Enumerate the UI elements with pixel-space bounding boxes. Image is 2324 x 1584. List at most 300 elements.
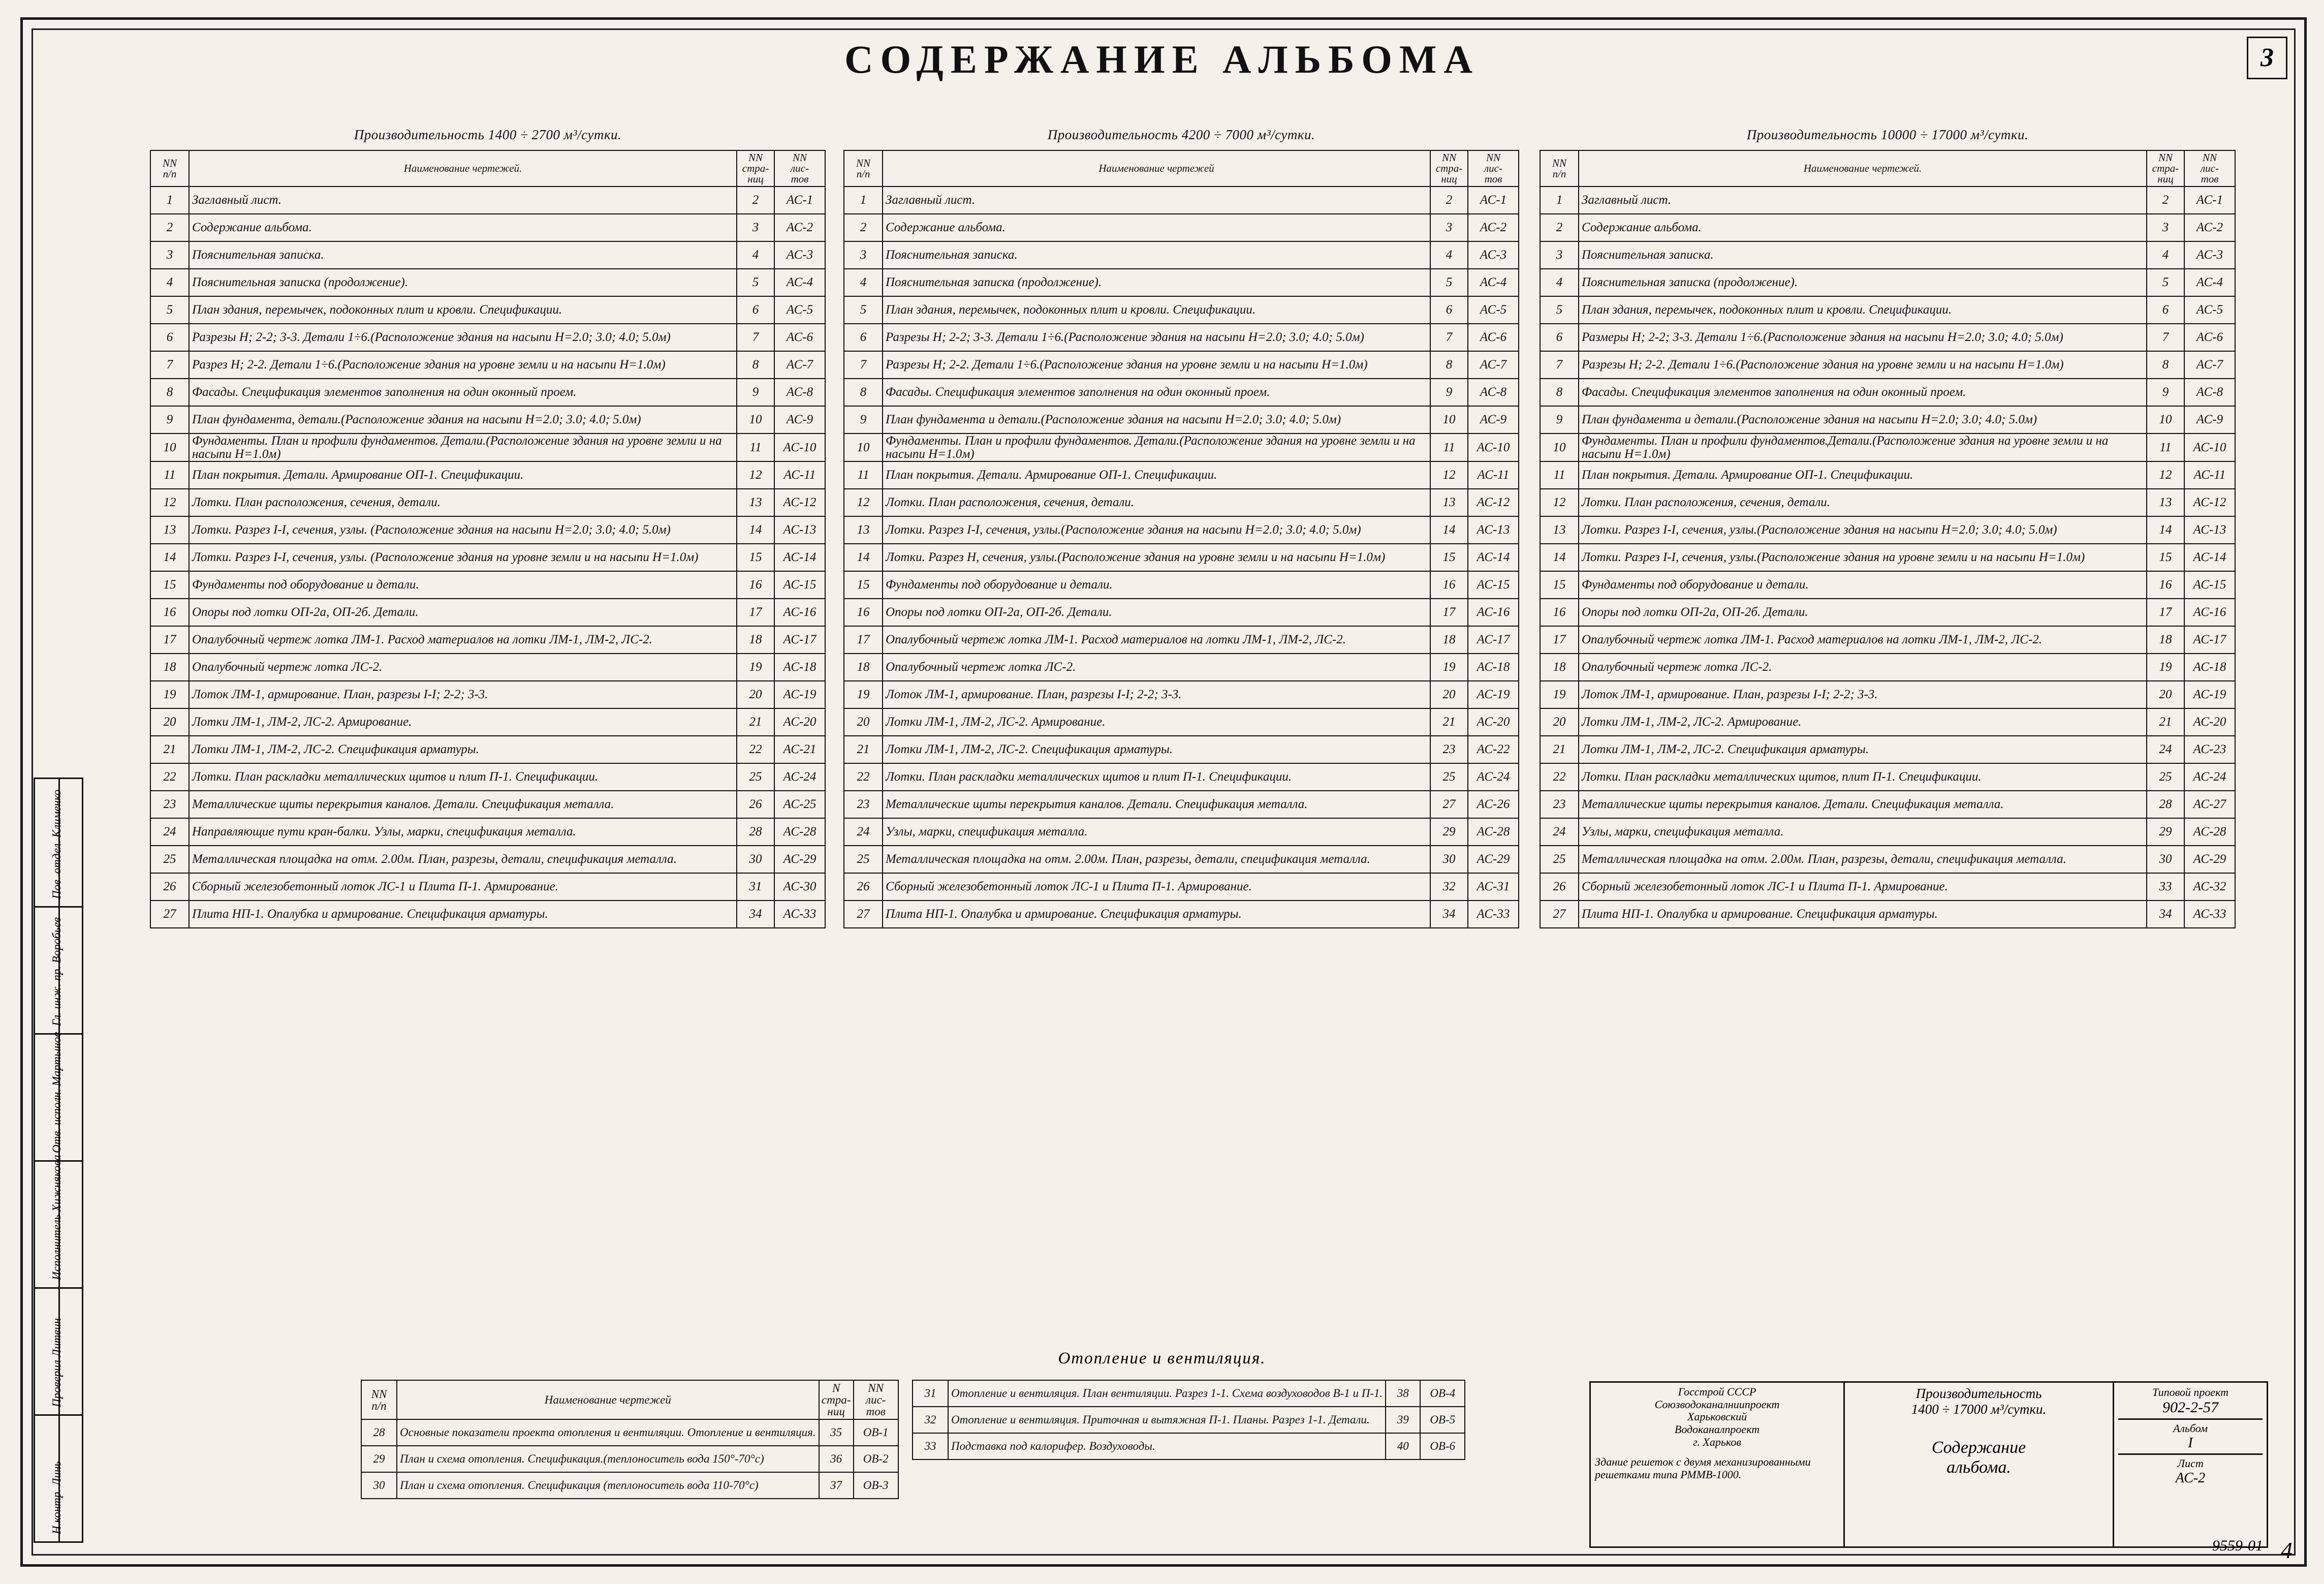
signature-row <box>35 1033 82 1162</box>
row-sheet-code: АС-2 <box>2184 214 2235 241</box>
row-drawing-name: Пояснительная записка. <box>189 241 737 269</box>
row-sheet-code: АС-28 <box>2184 818 2235 846</box>
row-page-number: 11 <box>1430 433 1468 461</box>
row-number: 19 <box>150 681 189 708</box>
row-page-number: 21 <box>1430 708 1468 736</box>
col-header-pages: NN стра- ниц <box>737 150 774 187</box>
table-row <box>150 708 825 736</box>
table-row <box>361 1419 898 1446</box>
table-row <box>844 187 1519 214</box>
contents-table <box>150 150 826 928</box>
row-drawing-name: Разрезы Н; 2-2; 3-3. Детали 1÷6.(Расположение здания на насыпи Н=2.0; 3.0; 4.0; 5.0м) <box>883 324 1430 351</box>
row-drawing-name: План здания, перемычек, подоконных плит и кровли. Спецификации. <box>189 296 737 324</box>
table-row <box>844 516 1519 544</box>
table-row <box>150 351 825 379</box>
table-row <box>1540 296 2235 324</box>
row-number: 12 <box>1540 489 1579 516</box>
capacity-caption: Производительность 10000 ÷ 17000 м³/сутки. <box>1746 127 2029 142</box>
row-number: 16 <box>1540 599 1579 626</box>
row-drawing-name: Лоток ЛМ-1, армирование. План, разрезы I-I; 2-2; 3-3. <box>189 681 737 708</box>
col-header-sheets: NN лис- тов <box>854 1380 898 1419</box>
row-number: 26 <box>150 873 189 900</box>
row-sheet-code: АС-25 <box>774 791 825 818</box>
row-sheet-code: АС-4 <box>1468 269 1519 296</box>
table-row <box>1540 626 2235 654</box>
row-drawing-name: Заглавный лист. <box>1579 187 2147 214</box>
row-drawing-name: Содержание альбома. <box>1579 214 2147 241</box>
row-number: 10 <box>844 433 883 461</box>
row-page-number: 11 <box>737 433 774 461</box>
table-row <box>150 379 825 406</box>
table-block-capacity-10000-17000 <box>1540 127 2236 928</box>
row-drawing-name: Лотки. Разрез I-I, сечения, узлы.(Расположение здания на уровне земли и на насыпи Н=1.0м) <box>1579 544 2147 571</box>
row-page-number: 39 <box>1386 1407 1420 1433</box>
row-sheet-code: АС-12 <box>1468 489 1519 516</box>
row-page-number: 23 <box>1430 736 1468 763</box>
row-sheet-code: АС-5 <box>2184 296 2235 324</box>
table-row <box>150 654 825 681</box>
row-number: 11 <box>1540 461 1579 489</box>
table-row <box>150 873 825 900</box>
table-row <box>913 1380 1465 1407</box>
row-sheet-code: АС-13 <box>2184 516 2235 544</box>
row-drawing-name: Лотки ЛМ-1, ЛМ-2, ЛС-2. Спецификация арматуры. <box>189 736 737 763</box>
row-drawing-name: Лотки. План раскладки металлических щитов и плит П-1. Спецификации. <box>883 763 1430 791</box>
row-page-number: 10 <box>1430 406 1468 433</box>
row-page-number: 27 <box>1430 791 1468 818</box>
table-row <box>150 736 825 763</box>
row-drawing-name: Опалубочный чертеж лотка ЛМ-1. Расход материалов на лотки ЛМ-1, ЛМ-2, ЛС-2. <box>189 626 737 654</box>
row-sheet-code: ОВ-1 <box>854 1419 898 1446</box>
row-page-number: 17 <box>737 599 774 626</box>
row-drawing-name: Лоток ЛМ-1, армирование. План, разрезы I-I; 2-2; 3-3. <box>1579 681 2147 708</box>
table-block-capacity-4200-7000 <box>843 127 1519 928</box>
row-drawing-name: Фасады. Спецификация элементов заполнения на один оконный проем. <box>1579 379 2147 406</box>
row-page-number: 8 <box>2147 351 2184 379</box>
contents-table-body <box>150 187 825 928</box>
row-sheet-code: АС-17 <box>774 626 825 654</box>
table-row <box>1540 379 2235 406</box>
row-page-number: 14 <box>1430 516 1468 544</box>
table-row <box>1540 681 2235 708</box>
row-sheet-code: АС-10 <box>774 433 825 461</box>
row-sheet-code: АС-28 <box>1468 818 1519 846</box>
row-number: 20 <box>844 708 883 736</box>
row-sheet-code: АС-29 <box>1468 846 1519 873</box>
row-number: 13 <box>150 516 189 544</box>
org-line-5: г. Харьков <box>1693 1435 1741 1448</box>
row-number: 15 <box>844 571 883 599</box>
row-drawing-name: Содержание альбома. <box>883 214 1430 241</box>
row-number: 11 <box>844 461 883 489</box>
signature-label: Исполнитель Хижнякова <box>50 1155 63 1280</box>
row-drawing-name: Узлы, марки, спецификация металла. <box>1579 818 2147 846</box>
table-row <box>1540 351 2235 379</box>
row-page-number: 28 <box>2147 791 2184 818</box>
row-number: 23 <box>150 791 189 818</box>
row-number: 6 <box>1540 324 1579 351</box>
row-page-number: 6 <box>2147 296 2184 324</box>
signature-label: Н.контр. Линь <box>50 1461 63 1534</box>
row-drawing-name: План фундамента, детали.(Расположение здания на насыпи Н=2.0; 3.0; 4.0; 5.0м) <box>189 406 737 433</box>
row-number: 21 <box>1540 736 1579 763</box>
signature-row <box>35 1287 82 1416</box>
col-header-pages: NN стра- ниц <box>1430 150 1468 187</box>
table-row <box>150 406 825 433</box>
row-page-number: 25 <box>1430 763 1468 791</box>
row-page-number: 3 <box>737 214 774 241</box>
row-drawing-name: План покрытия. Детали. Армирование ОП-1. Спецификации. <box>883 461 1430 489</box>
row-number: 2 <box>150 214 189 241</box>
row-sheet-code: АС-7 <box>774 351 825 379</box>
stamp-capacity-and-title <box>1845 1383 2114 1546</box>
row-drawing-name: Плита НП-1. Опалубка и армирование. Спецификация арматуры. <box>1579 900 2147 928</box>
row-drawing-name: Плита НП-1. Опалубка и армирование. Спецификация арматуры. <box>883 900 1430 928</box>
contents-table-body <box>844 187 1519 928</box>
row-sheet-code: АС-20 <box>2184 708 2235 736</box>
row-number: 7 <box>844 351 883 379</box>
row-number: 8 <box>150 379 189 406</box>
table-row <box>844 544 1519 571</box>
row-sheet-code: АС-5 <box>1468 296 1519 324</box>
row-sheet-code: ОВ-4 <box>1420 1380 1465 1407</box>
col-header-no: NN п/п <box>150 150 189 187</box>
signature-row <box>35 906 82 1035</box>
row-page-number: 20 <box>1430 681 1468 708</box>
row-drawing-name: Отопление и вентиляция. План вентиляции. Разрез 1-1. Схема воздуховодов В-1 и П-1. <box>948 1380 1386 1407</box>
table-row <box>913 1433 1465 1459</box>
row-drawing-name: Сборный железобетонный лоток ЛС-1 и Плита П-1. Армирование. <box>189 873 737 900</box>
row-page-number: 29 <box>2147 818 2184 846</box>
row-sheet-code: АС-23 <box>2184 736 2235 763</box>
row-sheet-code: АС-8 <box>774 379 825 406</box>
table-row <box>150 763 825 791</box>
row-sheet-code: АС-9 <box>2184 406 2235 433</box>
row-page-number: 34 <box>1430 900 1468 928</box>
row-drawing-name: Металлическая площадка на отм. 2.00м. План, разрезы, детали, спецификация металла. <box>1579 846 2147 873</box>
row-number: 28 <box>361 1419 397 1446</box>
row-page-number: 22 <box>737 736 774 763</box>
row-page-number: 16 <box>1430 571 1468 599</box>
row-number: 26 <box>1540 873 1579 900</box>
row-number: 13 <box>1540 516 1579 544</box>
row-number: 27 <box>844 900 883 928</box>
row-number: 6 <box>150 324 189 351</box>
row-number: 14 <box>1540 544 1579 571</box>
row-drawing-name: Узлы, марки, спецификация металла. <box>883 818 1430 846</box>
row-number: 23 <box>1540 791 1579 818</box>
stamp-doc-title-1: Содержание <box>1931 1438 2026 1457</box>
row-number: 9 <box>844 406 883 433</box>
row-sheet-code: АС-1 <box>2184 187 2235 214</box>
signature-sidebar <box>34 778 83 1543</box>
row-sheet-code: АС-20 <box>774 708 825 736</box>
row-drawing-name: Пояснительная записка. <box>1579 241 2147 269</box>
row-drawing-name: Пояснительная записка (продолжение). <box>883 269 1430 296</box>
table-row <box>150 544 825 571</box>
table-row <box>844 269 1519 296</box>
row-sheet-code: АС-24 <box>774 763 825 791</box>
row-number: 15 <box>150 571 189 599</box>
table-row <box>1540 516 2235 544</box>
row-drawing-name: Сборный железобетонный лоток ЛС-1 и Плита П-1. Армирование. <box>1579 873 2147 900</box>
col-header-pages: N стра- ниц <box>819 1380 854 1419</box>
stamp-project-codes <box>2114 1383 2267 1546</box>
table-row <box>150 433 825 461</box>
row-page-number: 12 <box>737 461 774 489</box>
table-row <box>844 626 1519 654</box>
row-drawing-name: Лотки. Разрез I-I, сечения, узлы.(Расположение здания на насыпи Н=2.0; 3.0; 4.0; 5.0м) <box>1579 516 2147 544</box>
row-number: 22 <box>150 763 189 791</box>
table-row <box>150 269 825 296</box>
row-number: 11 <box>150 461 189 489</box>
table-row <box>150 681 825 708</box>
row-page-number: 28 <box>737 818 774 846</box>
row-drawing-name: Лотки. План расположения, сечения, детали. <box>883 489 1430 516</box>
row-number: 6 <box>844 324 883 351</box>
row-number: 17 <box>150 626 189 654</box>
row-sheet-code: АС-14 <box>2184 544 2235 571</box>
row-sheet-code: АС-18 <box>2184 654 2235 681</box>
document-code: 9559-01 <box>2212 1537 2263 1554</box>
row-number: 4 <box>1540 269 1579 296</box>
col-header-no: NN п/п <box>361 1380 397 1419</box>
col-header-sheets: NN лис- тов <box>774 150 825 187</box>
row-drawing-name: Основные показатели проекта отопления и вентиляции. Отопление и вентиляция. <box>397 1419 819 1446</box>
row-drawing-name: Лотки ЛМ-1, ЛМ-2, ЛС-2. Спецификация арматуры. <box>1579 736 2147 763</box>
row-sheet-code: АС-6 <box>774 324 825 351</box>
row-sheet-code: АС-13 <box>1468 516 1519 544</box>
row-number: 22 <box>844 763 883 791</box>
row-number: 27 <box>1540 900 1579 928</box>
row-page-number: 7 <box>1430 324 1468 351</box>
row-drawing-name: Лотки ЛМ-1, ЛМ-2, ЛС-2. Спецификация арматуры. <box>883 736 1430 763</box>
row-number: 8 <box>844 379 883 406</box>
typical-project-value: 902-2-57 <box>2162 1399 2218 1416</box>
row-page-number: 36 <box>819 1446 854 1472</box>
table-row <box>1540 736 2235 763</box>
row-page-number: 2 <box>737 187 774 214</box>
table-row <box>150 461 825 489</box>
row-page-number: 29 <box>1430 818 1468 846</box>
row-sheet-code: АС-6 <box>1468 324 1519 351</box>
row-drawing-name: Подставка под калорифер. Воздуховоды. <box>948 1433 1386 1459</box>
table-row <box>1540 269 2235 296</box>
row-number: 15 <box>1540 571 1579 599</box>
row-sheet-code: АС-15 <box>774 571 825 599</box>
table-row <box>150 791 825 818</box>
row-drawing-name: Металлические щиты перекрытия каналов. Детали. Спецификация металла. <box>1579 791 2147 818</box>
row-drawing-name: Лотки ЛМ-1, ЛМ-2, ЛС-2. Армирование. <box>1579 708 2147 736</box>
stamp-capacity-line-2: 1400 ÷ 17000 м³/сутки. <box>1911 1402 2047 1417</box>
table-row <box>361 1446 898 1472</box>
row-sheet-code: АС-10 <box>1468 433 1519 461</box>
table-row <box>844 433 1519 461</box>
row-number: 30 <box>361 1472 397 1499</box>
table-row <box>844 214 1519 241</box>
table-row <box>150 187 825 214</box>
row-sheet-code: АС-30 <box>774 873 825 900</box>
table-row <box>844 846 1519 873</box>
row-number: 25 <box>150 846 189 873</box>
row-drawing-name: Лотки. Разрез I-I, сечения, узлы.(Расположение здания на насыпи Н=2.0; 3.0; 4.0; 5.0м) <box>883 516 1430 544</box>
row-drawing-name: Опалубочный чертеж лотка ЛМ-1. Расход материалов на лотки ЛМ-1, ЛМ-2, ЛС-2. <box>1579 626 2147 654</box>
table-row <box>844 708 1519 736</box>
table-row <box>150 599 825 626</box>
org-object-description: Здание решеток с двумя механизированными решетками типа РММВ-1000. <box>1595 1455 1811 1481</box>
row-drawing-name: Пояснительная записка (продолжение). <box>1579 269 2147 296</box>
row-sheet-code: АС-14 <box>1468 544 1519 571</box>
table-block-capacity-1400-2700 <box>150 127 826 928</box>
table-row <box>1540 406 2235 433</box>
row-sheet-code: АС-1 <box>774 187 825 214</box>
table-row <box>844 241 1519 269</box>
row-sheet-code: АС-22 <box>1468 736 1519 763</box>
row-page-number: 2 <box>1430 187 1468 214</box>
row-drawing-name: План покрытия. Детали. Армирование ОП-1. Спецификации. <box>1579 461 2147 489</box>
table-row <box>844 296 1519 324</box>
row-sheet-code: АС-7 <box>2184 351 2235 379</box>
row-drawing-name: Разрезы Н; 2-2; 3-3. Детали 1÷6.(Расположение здания на насыпи Н=2.0; 3.0; 4.0; 5.0м) <box>189 324 737 351</box>
row-page-number: 20 <box>737 681 774 708</box>
row-number: 26 <box>844 873 883 900</box>
row-drawing-name: Фундаменты. План и профили фундаментов.Детали.(Расположение здания на уровне земли и на насыпи Н=1.0м) <box>1579 433 2147 461</box>
row-sheet-code: АС-33 <box>2184 900 2235 928</box>
row-drawing-name: Лотки. План раскладки металлических щитов, плит П-1. Спецификации. <box>1579 763 2147 791</box>
table-row <box>844 900 1519 928</box>
row-number: 29 <box>361 1446 397 1472</box>
table-row <box>844 681 1519 708</box>
row-sheet-code: АС-9 <box>1468 406 1519 433</box>
row-drawing-name: Лоток ЛМ-1, армирование. План, разрезы I-I; 2-2; 3-3. <box>883 681 1430 708</box>
row-page-number: 3 <box>2147 214 2184 241</box>
row-page-number: 4 <box>737 241 774 269</box>
table-row <box>1540 187 2235 214</box>
col-header-no: NN п/п <box>1540 150 1579 187</box>
row-drawing-name: План здания, перемычек, подоконных плит и кровли. Спецификации. <box>883 296 1430 324</box>
row-page-number: 6 <box>737 296 774 324</box>
row-drawing-name: Опалубочный чертеж лотка ЛС-2. <box>883 654 1430 681</box>
row-number: 8 <box>1540 379 1579 406</box>
stamp-doc-title-2: альбома. <box>1946 1458 2011 1477</box>
row-number: 17 <box>844 626 883 654</box>
typical-project-block <box>2118 1386 2263 1420</box>
row-page-number: 6 <box>1430 296 1468 324</box>
table-row <box>150 516 825 544</box>
row-number: 9 <box>1540 406 1579 433</box>
row-drawing-name: Лотки. План раскладки металлических щитов и плит П-1. Спецификации. <box>189 763 737 791</box>
row-page-number: 15 <box>2147 544 2184 571</box>
row-number: 21 <box>844 736 883 763</box>
row-number: 16 <box>844 599 883 626</box>
table-row <box>1540 214 2235 241</box>
table-row <box>1540 708 2235 736</box>
table-row <box>1540 433 2235 461</box>
table-row <box>150 818 825 846</box>
row-sheet-code: АС-18 <box>1468 654 1519 681</box>
row-sheet-code: АС-11 <box>774 461 825 489</box>
row-number: 24 <box>844 818 883 846</box>
table-row <box>913 1407 1465 1433</box>
row-page-number: 30 <box>737 846 774 873</box>
row-sheet-code: АС-12 <box>2184 489 2235 516</box>
row-sheet-code: АС-17 <box>2184 626 2235 654</box>
typical-project-label: Типовой проект <box>2152 1386 2229 1399</box>
col-header-pages: NN стра- ниц <box>2147 150 2184 187</box>
table-row <box>844 873 1519 900</box>
page-title: СОДЕРЖАНИЕ АЛЬБОМА <box>844 37 1480 81</box>
row-number: 2 <box>1540 214 1579 241</box>
row-number: 20 <box>1540 708 1579 736</box>
table-row <box>844 461 1519 489</box>
album-block <box>2118 1420 2263 1455</box>
row-drawing-name: Опоры под лотки ОП-2а, ОП-2б. Детали. <box>883 599 1430 626</box>
row-drawing-name: Лотки. План расположения, сечения, детали. <box>189 489 737 516</box>
row-drawing-name: Лотки. Разрез Н, сечения, узлы.(Расположение здания на уровне земли и на насыпи Н=1.0м) <box>883 544 1430 571</box>
row-drawing-name: Лотки. Разрез I-I, сечения, узлы. (Расположение здания на насыпи Н=2.0; 3.0; 4.0; 5.0м) <box>189 516 737 544</box>
row-page-number: 21 <box>737 708 774 736</box>
row-page-number: 24 <box>2147 736 2184 763</box>
row-page-number: 32 <box>1430 873 1468 900</box>
row-drawing-name: Опоры под лотки ОП-2а, ОП-2б. Детали. <box>189 599 737 626</box>
row-page-number: 5 <box>1430 269 1468 296</box>
row-number: 7 <box>150 351 189 379</box>
row-drawing-name: Содержание альбома. <box>189 214 737 241</box>
row-page-number: 19 <box>2147 654 2184 681</box>
row-sheet-code: АС-27 <box>2184 791 2235 818</box>
org-line-2: Союзводоканалниипроект <box>1654 1397 1780 1411</box>
row-number: 3 <box>150 241 189 269</box>
row-page-number: 4 <box>2147 241 2184 269</box>
row-drawing-name: Металлические щиты перекрытия каналов. Детали. Спецификация металла. <box>189 791 737 818</box>
row-page-number: 30 <box>2147 846 2184 873</box>
row-page-number: 7 <box>2147 324 2184 351</box>
row-sheet-code: АС-28 <box>774 818 825 846</box>
row-sheet-code: АС-15 <box>2184 571 2235 599</box>
table-row <box>1540 324 2235 351</box>
row-sheet-code: ОВ-5 <box>1420 1407 1465 1433</box>
row-sheet-code: АС-33 <box>774 900 825 928</box>
row-page-number: 25 <box>737 763 774 791</box>
row-drawing-name: Направляющие пути кран-балки. Узлы, марки, спецификация металла. <box>189 818 737 846</box>
row-page-number: 8 <box>1430 351 1468 379</box>
row-number: 17 <box>1540 626 1579 654</box>
signature-row <box>35 1414 82 1543</box>
table-row <box>844 599 1519 626</box>
row-page-number: 9 <box>2147 379 2184 406</box>
org-line-3: Харьковский <box>1687 1410 1747 1423</box>
page-badge: 3 <box>2247 37 2287 79</box>
row-sheet-code: АС-32 <box>2184 873 2235 900</box>
row-sheet-code: АС-2 <box>774 214 825 241</box>
table-row <box>150 626 825 654</box>
row-page-number: 9 <box>1430 379 1468 406</box>
row-page-number: 34 <box>2147 900 2184 928</box>
table-row <box>1540 489 2235 516</box>
row-number: 1 <box>844 187 883 214</box>
sheet-block <box>2118 1455 2263 1488</box>
row-number: 2 <box>844 214 883 241</box>
row-sheet-code: АС-10 <box>2184 433 2235 461</box>
signature-label: Проверил Литвин <box>50 1318 63 1407</box>
col-header-name: Наименование чертежей. <box>189 150 737 187</box>
row-sheet-code: АС-17 <box>1468 626 1519 654</box>
row-page-number: 3 <box>1430 214 1468 241</box>
table-row <box>1540 544 2235 571</box>
table-row <box>150 241 825 269</box>
table-row <box>1540 791 2235 818</box>
row-number: 23 <box>844 791 883 818</box>
